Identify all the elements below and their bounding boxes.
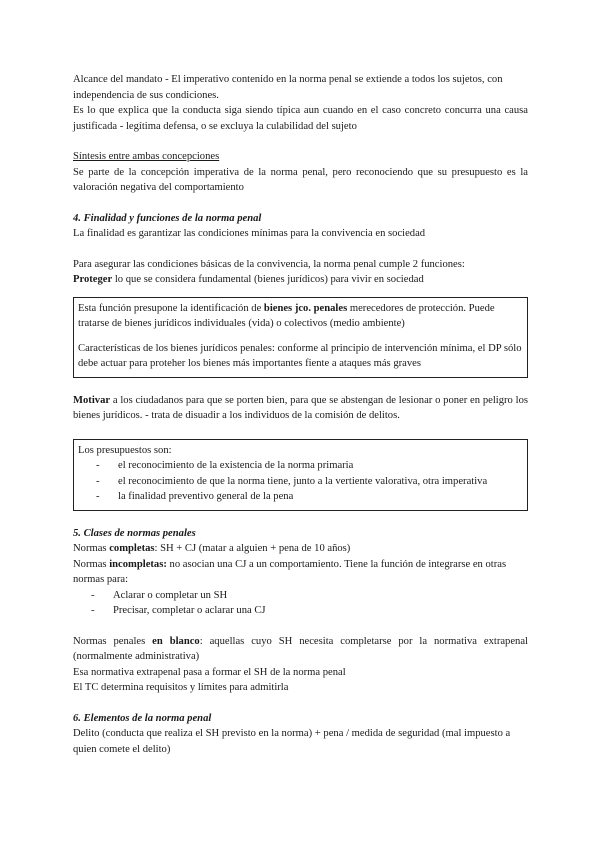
motivar-paragraph — [73, 393, 528, 424]
extrapenal-line: Esa normativa extrapenal pasa a formar el SH de la norma penal — [73, 666, 346, 678]
paragraph-explica: Es lo que explica que la conducta siga siendo típica aun cuando en el caso concreto concurra una causa justificada - legítima defensa, o se excluya la culabilidad del sujeto — [73, 105, 528, 132]
blanco-text: : aquellas cuyo SH necesita completarse por la normativa extrapenal (normalmente administrativa) — [73, 635, 528, 662]
blanco-bold: en blanco — [152, 635, 200, 647]
blanco-prefix: Normas penales — [73, 635, 153, 647]
tc-line: El TC determina requisitos y límites para admitirla — [73, 682, 289, 693]
incompletas-list — [73, 588, 528, 619]
bienes-box-p2: Características de los bienes jurídicos penales: conforme al principio de intervención mínima, el DP sólo debe actuar para proteher los bienes más importantes fiente a ataques más graves — [78, 342, 522, 369]
bienes-box-text-a: Esta función presupone la identificación de — [78, 302, 264, 314]
presupuestos-box — [73, 439, 528, 511]
finalidad-line: La finalidad es garantizar las condiciones mínimas para la convivencia en sociedad — [73, 228, 426, 239]
bienes-box-p1 — [78, 301, 523, 332]
list-item: - Precisar, completar o aclarar una CJ — [91, 603, 528, 619]
completas-bold: completas — [109, 543, 155, 554]
list-item: - el reconocimiento de la existencia de la norma primaria — [96, 458, 523, 474]
sintesis-text: Se parte de la concepción imperativa de la norma penal, pero reconociendo que su presupuesto es la valoración negativa del comportamiento — [73, 166, 528, 193]
bienes-box — [73, 297, 528, 378]
incompletas-line — [73, 557, 528, 588]
elementos-text: Delito (conducta que realiza el SH previsto en la norma) + pena / medida de seguridad (mal impuesto a quien comete el delito) — [73, 728, 511, 755]
proteger-text: lo que se considera fundamental (bienes jurídicos) para vivir en sociedad — [112, 274, 424, 285]
sintesis-title: Síntesis entre ambas concepciones — [73, 151, 220, 162]
incompletas-prefix: Normas — [73, 558, 110, 570]
section-5-heading: 5. Clases de normas penales — [73, 527, 196, 539]
presupuestos-list — [78, 458, 523, 505]
motivar-text: a los ciudadanos para que se porten bien, para que se abstengan de lesionar o poner en peligro los bienes jurídicos. - trata de disuadir a los individuos de la comisión de delitos. — [73, 394, 528, 421]
list-item: - la finalidad preventivo general de la pena — [96, 489, 523, 505]
bienes-box-text-b: merecedores de protección. Puede tratarse de bienes jurídicos individuales (vida) o colectivos (medio ambiente) — [78, 302, 495, 329]
presupuestos-title: Los presupuestos son: — [78, 444, 172, 456]
completas-line — [73, 541, 528, 557]
document-page — [73, 72, 528, 757]
completas-text: : SH + CJ (matar a alguien + pena de 10 años) — [154, 543, 351, 554]
section-6-heading: 6. Elementos de la norma penal — [73, 712, 212, 724]
incompletas-text: no asocian una CJ a un comportamiento. Tiene la función de integrarse en otras normas para: — [73, 558, 507, 585]
paragraph-alcance: Alcance del mandato - El imperativo contenido en la norma penal se extiende a todos los sujetos, con independencia de sus condiciones. — [73, 74, 503, 101]
completas-prefix: Normas — [73, 543, 110, 554]
motivar-label: Motivar — [73, 394, 111, 406]
en-blanco-paragraph — [73, 634, 528, 665]
funciones-intro: Para asegurar las condiciones básicas de la convivencia, la norma penal cumple 2 funciones: — [73, 258, 465, 270]
list-item: - el reconocimiento de que la norma tiene, junto a la vertiente valorativa, otra imperativa — [96, 474, 523, 490]
list-item: - Aclarar o completar un SH — [91, 588, 528, 604]
incompletas-bold: incompletas: — [109, 558, 167, 570]
bienes-box-bold: bienes jco. penales — [263, 302, 348, 314]
section-4-heading: 4. Finalidad y funciones de la norma penal — [73, 212, 262, 224]
proteger-line — [73, 272, 528, 288]
proteger-label: Proteger — [73, 274, 113, 285]
